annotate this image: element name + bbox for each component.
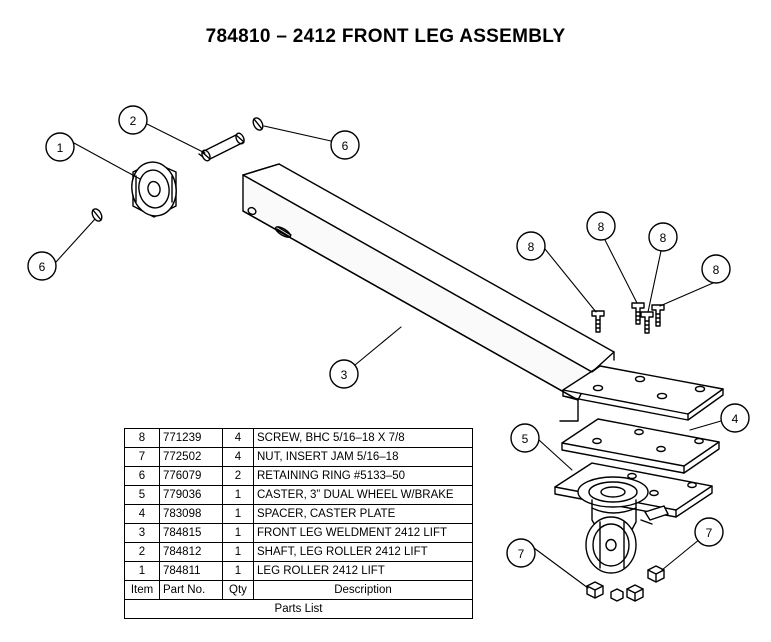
balloon-2[interactable]: [119, 106, 147, 134]
part-screw-8c: [641, 312, 653, 333]
balloon-2-label: 2: [129, 114, 137, 128]
part-retaining-ring-lower: [90, 207, 104, 222]
cell-part-no: 783098: [160, 505, 223, 524]
part-nut-7b: [627, 585, 643, 601]
cell-part-no: 784812: [160, 543, 223, 562]
cell-part-no: 779036: [160, 486, 223, 505]
balloon-3[interactable]: [330, 360, 358, 388]
part-nut-7a: [587, 582, 603, 598]
balloon-7-left-label: 7: [517, 547, 525, 561]
cell-description: LEG ROLLER 2412 LIFT: [254, 562, 473, 581]
cell-description: RETAINING RING #5133–50: [254, 467, 473, 486]
cell-qty: 2: [223, 467, 254, 486]
cell-item: 1: [125, 562, 160, 581]
cell-qty: 1: [223, 505, 254, 524]
balloon-8-d-label: 8: [712, 263, 720, 277]
part-nut-7d: [611, 589, 623, 601]
table-row: [125, 467, 473, 486]
balloon-6-lower-label: 6: [38, 260, 46, 274]
balloon-8-a[interactable]: [517, 232, 545, 260]
balloon-8-c-label: 8: [659, 231, 667, 245]
part-caster: [555, 463, 712, 573]
part-screw-8a: [592, 311, 604, 332]
part-roller-shaft: [199, 132, 246, 162]
balloon-4[interactable]: [721, 404, 749, 432]
table-row: [125, 505, 473, 524]
header-item: Item: [125, 581, 160, 600]
cell-description: SPACER, CASTER PLATE: [254, 505, 473, 524]
parts-list-footer-label: Parts List: [125, 600, 473, 619]
balloon-5-label: 5: [521, 432, 529, 446]
cell-item: 8: [125, 429, 160, 448]
cell-description: SHAFT, LEG ROLLER 2412 LIFT: [254, 543, 473, 562]
cell-part-no: 771239: [160, 429, 223, 448]
cell-item: 4: [125, 505, 160, 524]
table-header-row: [125, 581, 473, 600]
header-qty: Qty: [223, 581, 254, 600]
balloon-5[interactable]: [511, 424, 539, 452]
cell-part-no: 772502: [160, 448, 223, 467]
balloon-1-label: 1: [56, 141, 64, 155]
parts-list-table: [124, 428, 473, 619]
cell-description: NUT, INSERT JAM 5/16–18: [254, 448, 473, 467]
cell-qty: 4: [223, 429, 254, 448]
cell-item: 5: [125, 486, 160, 505]
table-row: [125, 524, 473, 543]
balloon-7-left[interactable]: [507, 539, 535, 567]
balloon-4-label: 4: [731, 412, 739, 426]
part-nut-7c: [648, 566, 664, 582]
balloon-6-upper-label: 6: [341, 139, 349, 153]
table-row: [125, 562, 473, 581]
cell-description: CASTER, 3” DUAL WHEEL W/BRAKE: [254, 486, 473, 505]
table-row: [125, 486, 473, 505]
cell-item: 6: [125, 467, 160, 486]
page-title: 784810 – 2412 FRONT LEG ASSEMBLY: [205, 26, 566, 47]
cell-qty: 1: [223, 562, 254, 581]
balloon-8-c[interactable]: [649, 223, 677, 251]
balloon-6-lower[interactable]: [28, 252, 56, 280]
cell-part-no: 784815: [160, 524, 223, 543]
balloon-6-upper[interactable]: [331, 131, 359, 159]
cell-qty: 1: [223, 524, 254, 543]
balloon-8-b[interactable]: [587, 212, 615, 240]
part-caster-plate-spacer: [562, 419, 719, 473]
cell-description: SCREW, BHC 5/16–18 X 7/8: [254, 429, 473, 448]
cell-part-no: 776079: [160, 467, 223, 486]
part-leg-roller: [128, 159, 181, 220]
part-screw-8d: [652, 305, 664, 326]
cell-item: 2: [125, 543, 160, 562]
balloon-8-b-label: 8: [597, 220, 605, 234]
balloon-8-a-label: 8: [527, 240, 535, 254]
table-row: [125, 429, 473, 448]
part-front-leg-weldment: [243, 164, 723, 421]
table-row: [125, 448, 473, 467]
cell-description: FRONT LEG WELDMENT 2412 LIFT: [254, 524, 473, 543]
table-row: [125, 543, 473, 562]
cell-part-no: 784811: [160, 562, 223, 581]
cell-item: 7: [125, 448, 160, 467]
header-part-no: Part No.: [160, 581, 223, 600]
cell-qty: 1: [223, 543, 254, 562]
header-description: Description: [254, 581, 473, 600]
balloon-7-right-label: 7: [705, 526, 713, 540]
balloon-3-label: 3: [340, 368, 348, 382]
cell-qty: 4: [223, 448, 254, 467]
part-retaining-ring-upper: [251, 116, 265, 131]
balloon-8-d[interactable]: [702, 255, 730, 283]
table-footer-row: [125, 600, 473, 619]
balloon-1[interactable]: [46, 133, 74, 161]
cell-qty: 1: [223, 486, 254, 505]
balloon-7-right[interactable]: [695, 518, 723, 546]
cell-item: 3: [125, 524, 160, 543]
